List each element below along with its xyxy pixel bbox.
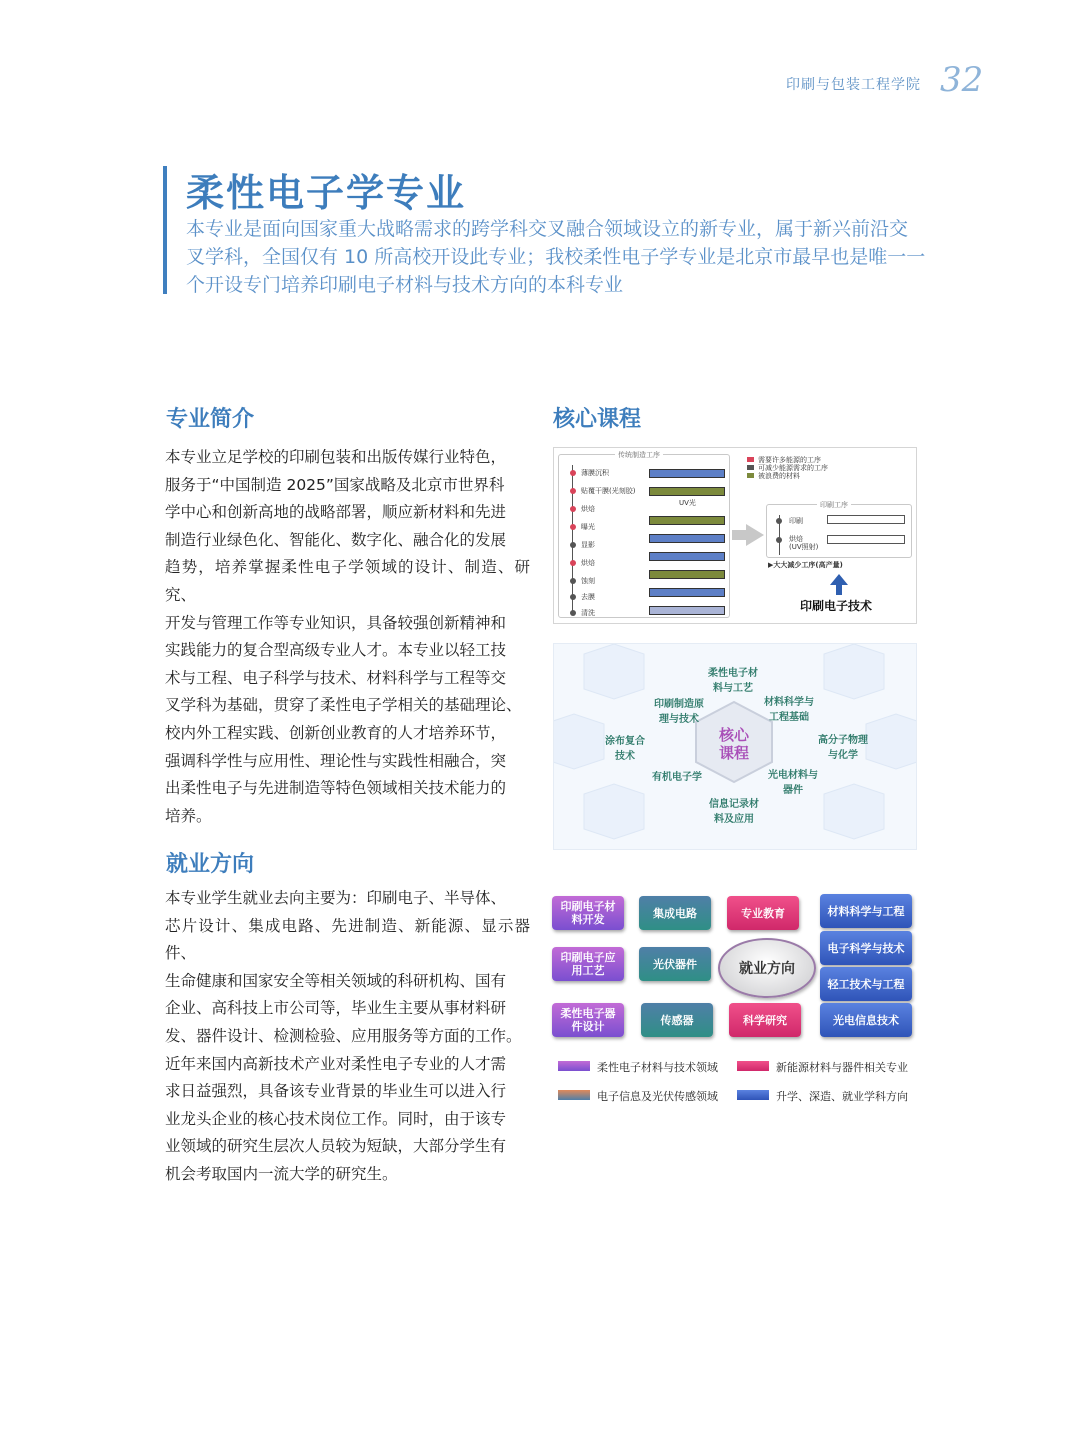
layer-diagram [649, 570, 725, 579]
step-label: 烘焙 [581, 505, 595, 513]
legend-label: 电子信息及光伏传感领域 [597, 1090, 718, 1103]
intro-line: 强调科学性与应用性、理论性与实践性相融合，突 [165, 751, 507, 770]
career-line: 本专业学生就业去向主要为：印刷电子、半导体、 [165, 889, 507, 907]
arrow-up-icon [830, 574, 848, 585]
step-dot [570, 594, 576, 600]
employment-pill: 电子科学与技术 [820, 931, 912, 965]
step-label: 贴覆干膜(光刻胶) [581, 487, 636, 495]
employment-diagram [550, 890, 920, 1120]
uv-label: UV光 [679, 499, 696, 507]
legend-swatch [558, 1061, 590, 1071]
career-line: 求日益强烈，具备该专业背景的毕业生可以进入行 [165, 1082, 507, 1101]
course-item: 高分子物理 与化学 [818, 735, 868, 761]
step-label: 蚀刻 [581, 577, 595, 585]
career-line: 业龙头企业的核心技术岗位工作。同时，由于该专 [165, 1109, 507, 1128]
step-dot [776, 518, 782, 524]
core-course-hex-map [553, 643, 917, 850]
layer-diagram [649, 487, 725, 496]
employment-center: 就业方向 [718, 938, 816, 998]
legend-label: 可减少能源需求的工序 [758, 464, 828, 472]
page-subtitle: 本专业是面向国家重大战略需求的跨学科交叉融合领域设立的新专业，属于新兴前沿交叉学科，全国仅有 10 所高校开设此专业；我校柔性电子学专业是北京市最早也是唯一一个开设专门培养印刷电子材料与技术方向的本科专业 [186, 218, 926, 296]
career-heading: 就业方向 [166, 852, 255, 877]
career-line: 企业、高科技上市公司等，毕业生主要从事材料研 [165, 999, 507, 1018]
employment-pill: 光伏器件 [639, 947, 711, 981]
step-dot [776, 537, 782, 543]
hex-cell [824, 644, 884, 699]
layer-diagram [649, 469, 725, 478]
print-process-title: 印刷工序 [817, 500, 851, 510]
step-dot [570, 610, 576, 616]
step-label: 去膜 [581, 593, 595, 601]
legend-swatch [737, 1090, 769, 1100]
intro-line: 培养。 [165, 806, 212, 825]
page-title: 柔性电子学专业 [186, 171, 467, 215]
step-label: 薄膜沉积 [581, 469, 609, 477]
school-name: 印刷与包装工程学院 [786, 77, 921, 93]
intro-heading: 专业简介 [166, 407, 255, 432]
employment-pill: 印刷电子应 用工艺 [552, 947, 624, 981]
intro-line: 本专业立足学校的印刷包装和出版传媒行业特色， [165, 448, 507, 466]
step-dot [570, 524, 576, 530]
print-step-label: 印刷 [789, 517, 803, 525]
step-dot [570, 542, 576, 548]
legend-swatch [747, 457, 754, 462]
page-number: 32 [940, 60, 984, 100]
legend-label: 新能源材料与器件相关专业 [776, 1061, 908, 1074]
employment-pill: 光电信息技术 [820, 1003, 912, 1037]
course-item: 光电材料与 器件 [768, 770, 818, 796]
intro-line: 术与工程、电子科学与技术、材料科学与工程等交 [165, 668, 507, 687]
intro-line: 出柔性电子与先进制造等特色领域相关技术能力的 [165, 779, 507, 798]
print-step-label: 烘焙 (UV照射) [789, 535, 819, 551]
career-line: 发、器件设计、检测检验、应用服务等方面的工作。 [165, 1026, 522, 1045]
print-layer [827, 515, 905, 524]
layer-diagram [649, 516, 725, 525]
career-line: 近年来国内高新技术产业对柔性电子专业的人才需 [165, 1054, 507, 1073]
employment-pill: 传感器 [641, 1003, 713, 1037]
legend-label: 柔性电子材料与技术领域 [597, 1061, 718, 1074]
step-label: 清洗 [581, 609, 595, 617]
step-dot [570, 578, 576, 584]
arrow-right-icon [746, 524, 764, 546]
career-line: 生命健康和国家安全等相关领域的科研机构、国有 [165, 971, 507, 990]
print-process-box [766, 501, 912, 558]
legend-swatch [747, 465, 754, 470]
course-item: 印刷制造原 理与技术 [654, 699, 704, 725]
core-heading: 核心课程 [553, 407, 642, 432]
intro-line: 服务于“中国制造 2025”国家战略及北京市世界科 [165, 475, 505, 494]
traditional-process-title: 传统制造工序 [615, 450, 663, 460]
career-line: 芯片设计、集成电路、先进制造、新能源、显示器件、 [165, 916, 530, 963]
intro-line: 叉学科为基础，贯穿了柔性电子学相关的基础理论、 [165, 696, 522, 715]
figure-caption: 印刷电子技术 [800, 599, 873, 613]
print-layer [827, 535, 905, 544]
legend-label: 需要许多能源的工序 [758, 456, 821, 464]
step-dot [570, 506, 576, 512]
step-label: 曝光 [581, 523, 595, 531]
step-dot [570, 470, 576, 476]
title-accent-bar [163, 166, 167, 294]
hex-cell [584, 784, 644, 839]
core-course-center: 核心 课程 [718, 726, 749, 762]
arrow-up-stem [836, 585, 842, 595]
employment-pill: 材料科学与工程 [820, 894, 912, 928]
layer-diagram [649, 552, 725, 561]
hex-cell [824, 784, 884, 839]
course-item: 涂布复合 技术 [605, 736, 645, 762]
step-label: 显影 [581, 541, 595, 549]
employment-pill: 科学研究 [729, 1003, 801, 1037]
step-dot [570, 488, 576, 494]
employment-pill: 轻工技术与工程 [820, 967, 912, 1001]
layer-diagram [649, 588, 725, 597]
legend-label: 被浪费的材料 [758, 472, 800, 480]
employment-pill: 专业教育 [727, 896, 799, 930]
layer-diagram [649, 534, 725, 543]
employment-pill: 集成电路 [639, 896, 711, 930]
legend-swatch [747, 473, 754, 478]
hex-cell [584, 644, 644, 699]
intro-line: 制造行业绿色化、智能化、数字化、融合化的发展 [165, 530, 507, 549]
legend-label: 升学、深造、就业学科方向 [776, 1090, 908, 1103]
legend-swatch [558, 1090, 590, 1100]
intro-line: 学中心和创新高地的战略部署，顺应新材料和先进 [165, 503, 507, 522]
career-line: 机会考取国内一流大学的研究生。 [165, 1164, 398, 1183]
intro-body [165, 444, 530, 830]
reduce-note: ▶大大减少工序(高产量) [768, 561, 843, 569]
career-body [165, 885, 530, 1189]
course-item: 柔性电子材 料与工艺 [708, 668, 758, 694]
course-item: 有机电子学 [652, 772, 702, 783]
step-label: 烘焙 [581, 559, 595, 567]
legend-swatch [737, 1061, 769, 1071]
intro-line: 开发与管理工作等专业知识，具备较强创新精神和 [165, 613, 507, 632]
course-item: 材料科学与 工程基础 [764, 697, 814, 723]
intro-line: 校内外工程实践、创新创业教育的人才培养环节， [165, 723, 507, 742]
intro-line: 趋势，培养掌握柔性电子学领域的设计、制造、研究、 [165, 558, 530, 604]
career-line: 业领域的研究生层次人员较为短缺，大部分学生有 [165, 1137, 507, 1156]
step-dot [570, 560, 576, 566]
employment-pill: 柔性电子器 件设计 [552, 1003, 624, 1037]
employment-pill: 印刷电子材 料开发 [552, 896, 624, 930]
printed-electronics-figure [553, 447, 917, 624]
intro-line: 实践能力的复合型高级专业人才。本专业以轻工技 [165, 641, 507, 660]
layer-diagram [649, 606, 725, 615]
course-item: 信息记录材 料及应用 [709, 799, 759, 825]
traditional-process-box [558, 451, 730, 618]
